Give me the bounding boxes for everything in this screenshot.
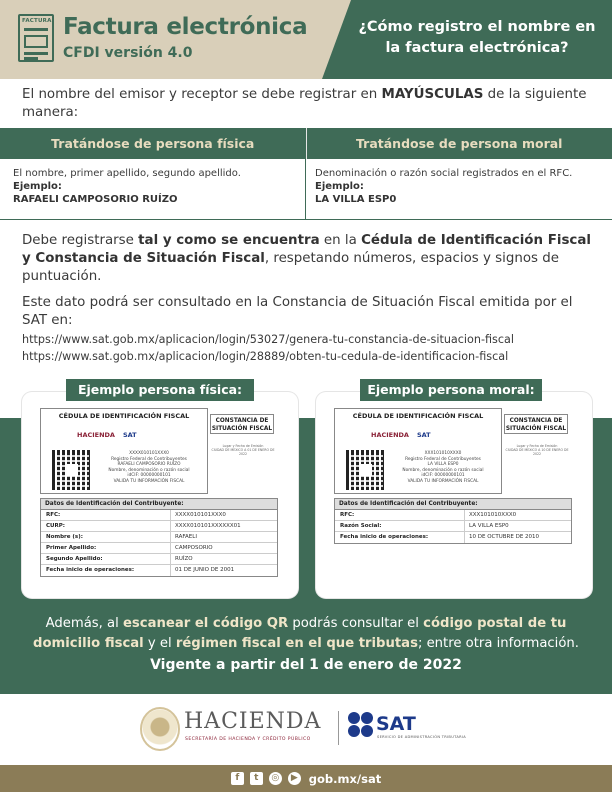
url-constancia-link[interactable]: https://www.sat.gob.mx/aplicacion/login/53027/genera-tu-constancia-de-situacion-fiscal	[22, 333, 514, 346]
emision-text: Lugar y Fecha de Emisión CIUDAD DE MEXICO A 10 DE ENERO DE 2022	[505, 444, 569, 456]
row-key: Fecha inicio de operaciones:	[335, 532, 465, 543]
row-value: RAFAELI	[175, 534, 197, 540]
row-value: 01 DE JUNIO DE 2001	[175, 567, 235, 573]
gob-site-link[interactable]: gob.mx/sat	[308, 771, 382, 786]
constancia-label: CONSTANCIA DE SITUACIÓN FISCAL	[210, 414, 274, 434]
example-card-moral	[316, 392, 592, 598]
table-cell-moral: Denominación o razón social registrados en el RFC. Ejemplo: LA VILLA ESP0	[315, 168, 573, 205]
table-row	[41, 554, 277, 565]
table-row	[41, 521, 277, 532]
table-row	[335, 521, 571, 532]
header-question: ¿Cómo registro el nombre en la factura electrónica?	[358, 19, 596, 56]
sat-logo-text: SAT	[376, 713, 416, 735]
hacienda-logo-text: HACIENDA	[184, 709, 322, 734]
cedula-title: CÉDULA DE IDENTIFICACIÓN FISCAL	[58, 412, 190, 420]
intro-text: El nombre del emisor y receptor se debe registrar en MAYÚSCULAS de la siguiente manera:	[22, 87, 587, 120]
example-card-fisica	[22, 392, 298, 598]
row-value: XXX101010XXX0	[469, 512, 517, 518]
table-header-moral: Tratándose de persona moral	[356, 136, 563, 151]
row-value: XXXX010101XXXXXX01	[175, 523, 241, 529]
row-value: RUÍZO	[175, 556, 193, 562]
table-row	[41, 565, 277, 576]
hacienda-small-logo: HACIENDA	[371, 431, 409, 439]
name-rules-table	[0, 128, 612, 220]
sat-logo-icon	[348, 712, 374, 738]
example-moral-label: Ejemplo persona moral:	[360, 379, 542, 401]
table-cell-fisica: El nombre, primer apellido, segundo apellido. Ejemplo: RAFAELI CAMPOSORIO RUÍZO	[0, 159, 306, 219]
table-row	[41, 510, 277, 521]
cedula-fisica	[40, 408, 208, 494]
row-key: RFC:	[41, 510, 171, 520]
page-subtitle: CFDI versión 4.0	[63, 45, 193, 61]
row-value: CAMPOSORIO	[175, 545, 213, 551]
header-banner	[0, 0, 612, 79]
qr-code	[52, 450, 92, 490]
table-row	[41, 532, 277, 543]
facebook-icon[interactable]: f	[231, 772, 244, 785]
cedula-text: XXX101010XXX0 Registro Federal de Contribuyentes LA VILLA ESP0 Nombre, denominación o razón social idCIF: 00000000101 VALIDA TU INFORMACIÓN FISCAL	[402, 451, 484, 484]
row-key: Primer Apellido:	[41, 543, 171, 553]
qr-code	[346, 450, 386, 490]
cedula-text: XXXX010101XXX0 Registro Federal de Contribuyentes RAFAELI CAMPOSORIO RUÍZO Nombre, denominación o razón social idCIF: 00000000101 VALIDA TU INFORMACIÓN FISCAL	[108, 451, 190, 484]
footer-logos	[0, 695, 612, 765]
twitter-icon[interactable]: t	[250, 772, 263, 785]
constancia-label: CONSTANCIA DE SITUACIÓN FISCAL	[504, 414, 568, 434]
vigente-date: Vigente a partir del 1 de enero de 2022	[150, 657, 462, 673]
datos-table-fisica	[40, 498, 278, 577]
youtube-icon[interactable]: ▶	[288, 772, 301, 785]
cedula-title: CÉDULA DE IDENTIFICACIÓN FISCAL	[352, 412, 484, 420]
datos-table-moral	[334, 498, 572, 544]
row-key: Fecha inicio de operaciones:	[41, 565, 171, 576]
qr-info-text: Además, al escanear el código QR podrás consultar el código postal de tu domicilio fiscal y el régimen fiscal en el que tributas; entre otra información.	[33, 616, 579, 651]
datos-header: Datos de Identificación del Contribuyente:	[335, 499, 571, 510]
table-header-fisica: Tratándose de persona física	[0, 128, 307, 159]
row-key: CURP:	[41, 521, 171, 531]
row-key: RFC:	[335, 510, 465, 520]
row-value: 10 DE OCTUBRE DE 2010	[469, 534, 540, 540]
sat-subtitle: SERVICIO DE ADMINISTRACIÓN TRIBUTARIA	[377, 735, 467, 739]
row-key: Segundo Apellido:	[41, 554, 171, 564]
cedula-moral	[334, 408, 502, 494]
row-key: Nombre (s):	[41, 532, 171, 542]
sat-small-logo: SAT	[416, 431, 431, 439]
table-row	[335, 510, 571, 521]
example-fisica-label: Ejemplo persona física:	[66, 379, 254, 401]
register-instructions: Debe registrarse tal y como se encuentra en la Cédula de Identificación Fiscal y Constancia de Situación Fiscal, respetando números, espacios y signos de puntuación.	[22, 233, 591, 284]
instagram-icon[interactable]: ◎	[269, 772, 282, 785]
table-row	[335, 532, 571, 543]
icon-label: FACTURA	[22, 18, 52, 24]
datos-header: Datos de Identificación del Contribuyente:	[41, 499, 277, 510]
sat-small-logo: SAT	[122, 431, 137, 439]
page-title: Factura electrónica	[63, 14, 308, 40]
invoice-document-icon	[18, 14, 54, 62]
table-row	[41, 543, 277, 554]
footer-bar	[0, 765, 612, 792]
logo-divider	[338, 711, 339, 745]
hacienda-small-logo: HACIENDA	[77, 431, 115, 439]
row-key: Razón Social:	[335, 521, 465, 531]
emision-text: Lugar y Fecha de Emisión CIUDAD DE MEXICO A 01 DE ENERO DE 2022	[211, 444, 275, 456]
url-cedula-link[interactable]: https://www.sat.gob.mx/aplicacion/login/28889/obten-tu-cedula-de-identificacion-fiscal	[22, 350, 509, 363]
hacienda-subtitle: SECRETARÍA DE HACIENDA Y CRÉDITO PÚBLICO	[185, 737, 311, 742]
mexico-seal-icon	[140, 707, 180, 751]
consult-text: Este dato podrá ser consultado en la Constancia de Situación Fiscal emitida por el SAT en:	[22, 295, 573, 328]
row-value: LA VILLA ESP0	[469, 523, 509, 529]
row-value: XXXX010101XXX0	[175, 512, 226, 518]
